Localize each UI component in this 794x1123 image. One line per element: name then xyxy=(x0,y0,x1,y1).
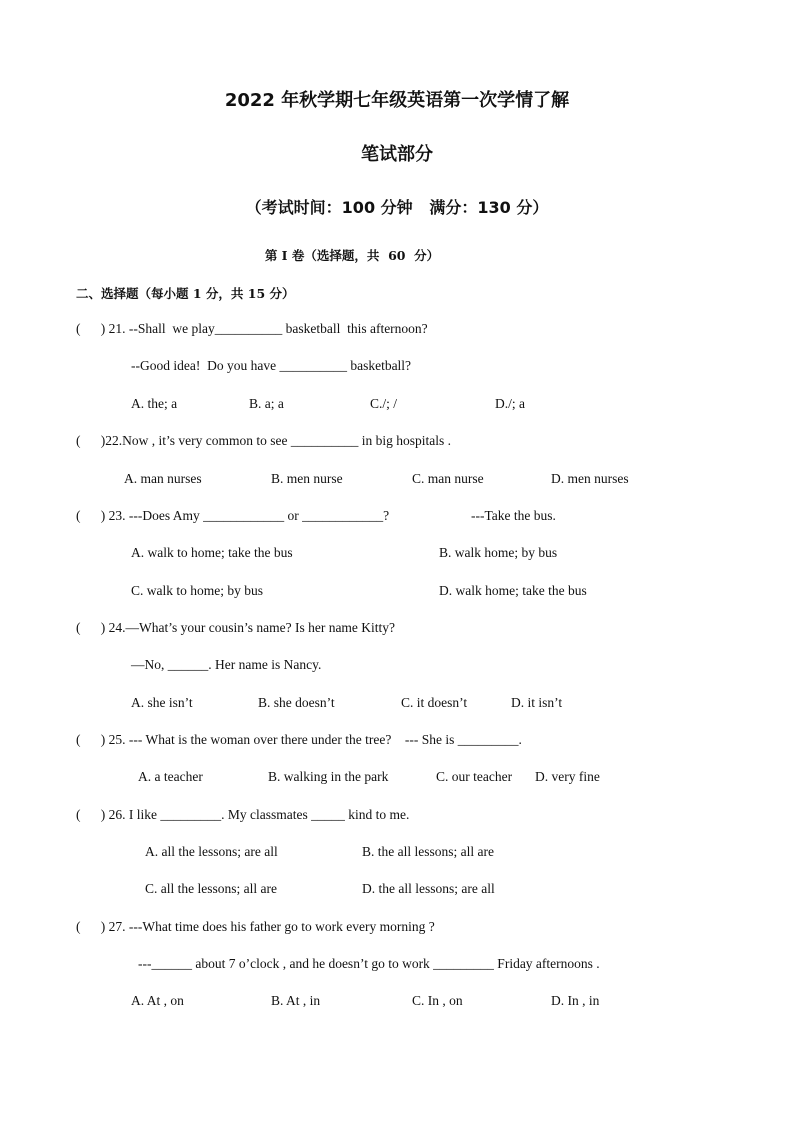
volume-heading: 第 I 卷（选择题，共 60 分） xyxy=(264,248,440,263)
question-stem: ( ) 23. ---Does Amy ____________ or ____________? xyxy=(76,508,390,523)
option-c: C./; / xyxy=(370,396,398,411)
option-d: D. men nurses xyxy=(551,471,629,486)
option-a: A. man nurses xyxy=(124,471,202,486)
question-line: —No, ______. Her name is Nancy. xyxy=(131,657,322,672)
option-b: B. a; a xyxy=(249,396,284,411)
option-c: C. man nurse xyxy=(412,471,484,486)
question-stem: ( ) 21. --Shall we play__________ basketball this afternoon? xyxy=(76,321,428,336)
question-stem: ( ) 25. --- What is the woman over there under the tree? --- She is _________. xyxy=(76,732,522,747)
question-answer-line: ---Take the bus. xyxy=(471,508,556,523)
option-a: A. At , on xyxy=(131,993,184,1008)
option-b: B. walking in the park xyxy=(268,769,389,784)
question-stem: ( ) 27. ---What time does his father go to work every morning ? xyxy=(76,919,435,934)
option-a: A. a teacher xyxy=(138,769,203,784)
option-c: C. it doesn’t xyxy=(401,695,468,710)
question-line: ---______ about 7 o’clock , and he doesn’t go to work _________ Friday afternoons . xyxy=(138,956,600,971)
exam-title: 2022 年秋学期七年级英语第一次学情了解 xyxy=(224,90,570,111)
question-stem: ( ) 26. I like _________. My classmates _____ kind to me. xyxy=(76,807,410,822)
question-stem: ( )22.Now , it’s very common to see __________ in big hospitals . xyxy=(76,433,451,448)
option-a: A. the; a xyxy=(131,396,178,411)
option-d: D. very fine xyxy=(535,769,600,784)
option-b: B. the all lessons; all are xyxy=(362,844,494,859)
option-b: B. men nurse xyxy=(271,471,343,486)
option-b: B. At , in xyxy=(271,993,321,1008)
option-d: D. In , in xyxy=(551,993,600,1008)
option-c: C. walk to home; by bus xyxy=(131,583,263,598)
section-heading: 二、选择题（每小题 1 分，共 15 分） xyxy=(76,286,295,301)
option-c: C. In , on xyxy=(412,993,463,1008)
option-d: D. it isn’t xyxy=(511,695,563,710)
option-c: C. all the lessons; all are xyxy=(145,881,277,896)
option-c: C. our teacher xyxy=(436,769,513,784)
exam-info: （考试时间：100 分钟 满分：130 分） xyxy=(245,198,549,217)
question-line: --Good idea! Do you have __________ basketball? xyxy=(131,358,412,373)
option-d: D./; a xyxy=(495,396,525,411)
option-d: D. the all lessons; are all xyxy=(362,881,495,896)
option-a: A. she isn’t xyxy=(131,695,193,710)
exam-subtitle: 笔试部分 xyxy=(361,144,433,165)
question-stem: ( ) 24.—What’s your cousin’s name? Is her name Kitty? xyxy=(76,620,396,635)
option-b: B. she doesn’t xyxy=(258,695,335,710)
option-a: A. walk to home; take the bus xyxy=(131,545,293,560)
option-b: B. walk home; by bus xyxy=(439,545,558,560)
option-d: D. walk home; take the bus xyxy=(439,583,587,598)
option-a: A. all the lessons; are all xyxy=(145,844,278,859)
